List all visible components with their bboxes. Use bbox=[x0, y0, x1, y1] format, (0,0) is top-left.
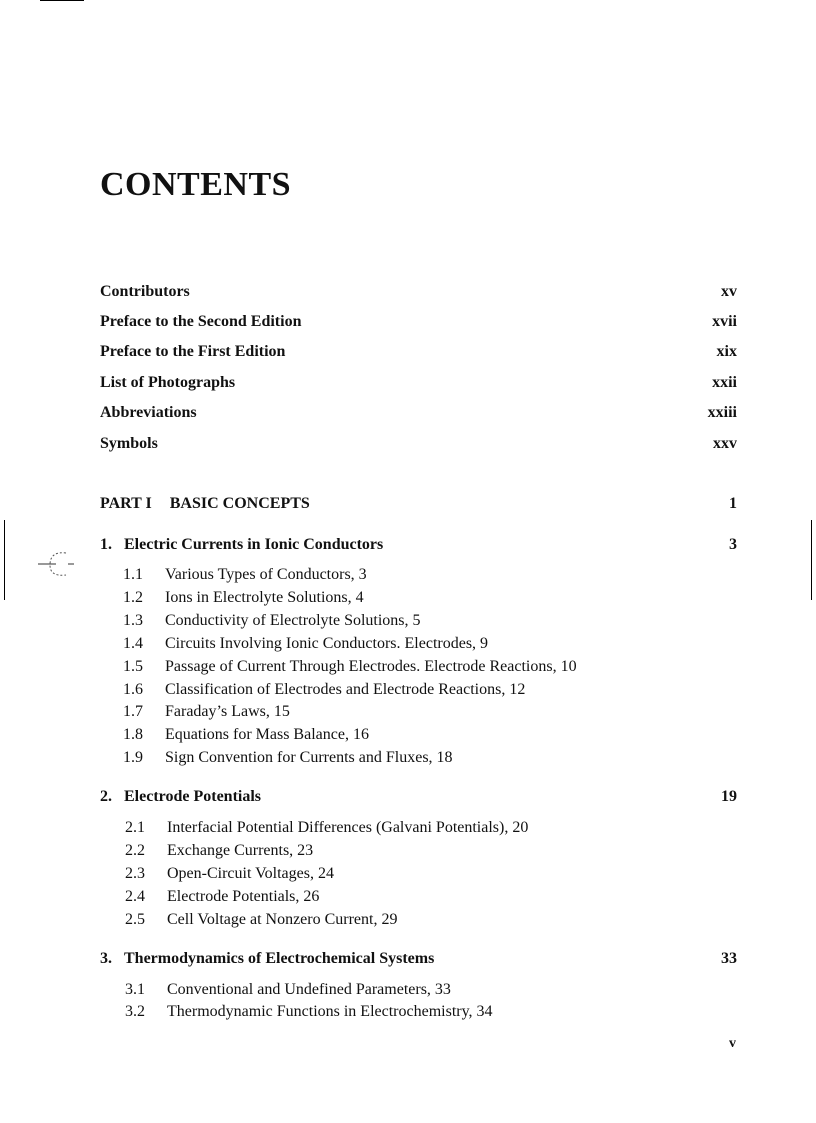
part-page: 1 bbox=[729, 495, 737, 512]
chapter-title: Thermodynamics of Electrochemical Systems bbox=[124, 950, 435, 967]
section-title: Electrode Potentials, 26 bbox=[167, 888, 320, 905]
toc-entry[interactable] bbox=[100, 435, 737, 457]
section-number: 1.7 bbox=[123, 703, 143, 720]
chapter-number: 3. bbox=[100, 950, 112, 967]
chapter-title: Electrode Potentials bbox=[124, 788, 262, 805]
section-entry[interactable] bbox=[125, 888, 319, 910]
toc-entry-page: xvii bbox=[712, 313, 737, 330]
section-title: Exchange Currents, 23 bbox=[167, 842, 314, 859]
toc-entry-page: xxiii bbox=[707, 404, 737, 421]
section-number: 1.9 bbox=[123, 749, 143, 766]
section-number: 1.5 bbox=[123, 658, 143, 675]
toc-entry[interactable] bbox=[100, 343, 737, 365]
section-number: 3.2 bbox=[125, 1003, 145, 1020]
section-number: 2.2 bbox=[125, 842, 145, 859]
section-number: 1.1 bbox=[123, 566, 143, 583]
section-number: 3.1 bbox=[125, 981, 145, 998]
toc-entry-label: Preface to the First Edition bbox=[100, 343, 286, 360]
margin-rule-right bbox=[811, 520, 812, 600]
section-title: Classification of Electrodes and Electrode Reactions, 12 bbox=[165, 681, 526, 698]
toc-entry[interactable] bbox=[100, 404, 737, 426]
section-number: 2.5 bbox=[125, 911, 145, 928]
toc-entry-label: Contributors bbox=[100, 283, 190, 300]
section-entry[interactable] bbox=[125, 981, 451, 1003]
page-folio: v bbox=[729, 1036, 736, 1051]
section-title: Sign Convention for Currents and Fluxes, 18 bbox=[165, 749, 453, 766]
toc-entry-page: xxii bbox=[712, 374, 737, 391]
section-number: 2.4 bbox=[125, 888, 145, 905]
chapter-number: 1. bbox=[100, 536, 112, 553]
section-title: Cell Voltage at Nonzero Current, 29 bbox=[167, 911, 398, 928]
section-number: 1.2 bbox=[123, 589, 143, 606]
toc-entry[interactable] bbox=[100, 374, 737, 396]
section-title: Various Types of Conductors, 3 bbox=[165, 566, 367, 583]
chapter-heading[interactable] bbox=[100, 536, 737, 558]
chapter-title: Electric Currents in Ionic Conductors bbox=[124, 536, 384, 553]
top-rule bbox=[40, 0, 84, 1]
section-entry[interactable] bbox=[123, 635, 488, 657]
section-entry[interactable] bbox=[125, 819, 528, 841]
section-entry[interactable] bbox=[125, 865, 334, 887]
section-title: Interfacial Potential Differences (Galvani Potentials), 20 bbox=[167, 819, 529, 836]
section-title: Circuits Involving Ionic Conductors. Electrodes, 9 bbox=[165, 635, 489, 652]
chapter-page: 19 bbox=[721, 788, 737, 805]
toc-entry-label: Abbreviations bbox=[100, 404, 197, 421]
section-title: Thermodynamic Functions in Electrochemistry, 34 bbox=[167, 1003, 493, 1020]
section-number: 2.3 bbox=[125, 865, 145, 882]
section-title: Conventional and Undefined Parameters, 33 bbox=[167, 981, 451, 998]
toc-entry-label: Preface to the Second Edition bbox=[100, 313, 302, 330]
section-entry[interactable] bbox=[123, 726, 369, 748]
chapter-heading[interactable] bbox=[100, 950, 737, 972]
chapter-heading[interactable] bbox=[100, 788, 737, 810]
part-label: PART I bbox=[100, 495, 152, 512]
chapter-page: 33 bbox=[721, 950, 737, 967]
toc-entry-label: List of Photographs bbox=[100, 374, 236, 391]
registration-mark-icon bbox=[28, 545, 78, 585]
section-entry[interactable] bbox=[123, 612, 421, 634]
section-number: 1.3 bbox=[123, 612, 143, 629]
section-title: Equations for Mass Balance, 16 bbox=[165, 726, 369, 743]
section-entry[interactable] bbox=[123, 658, 577, 680]
section-entry[interactable] bbox=[123, 681, 525, 703]
toc-entry-page: xix bbox=[716, 343, 737, 360]
toc-entry[interactable] bbox=[100, 283, 737, 305]
toc-entry-page: xv bbox=[721, 283, 737, 300]
section-entry[interactable] bbox=[123, 589, 364, 611]
section-entry[interactable] bbox=[123, 566, 367, 588]
page-title: CONTENTS bbox=[100, 166, 292, 203]
section-number: 1.6 bbox=[123, 681, 143, 698]
margin-rule-left bbox=[4, 520, 5, 600]
part-heading[interactable] bbox=[100, 495, 737, 517]
section-number: 2.1 bbox=[125, 819, 145, 836]
section-title: Faraday’s Laws, 15 bbox=[165, 703, 290, 720]
section-entry[interactable] bbox=[125, 1003, 493, 1025]
chapter-number: 2. bbox=[100, 788, 112, 805]
chapter-page: 3 bbox=[729, 536, 737, 553]
part-title: BASIC CONCEPTS bbox=[169, 495, 310, 512]
section-number: 1.4 bbox=[123, 635, 143, 652]
toc-entry[interactable] bbox=[100, 313, 737, 335]
toc-entry-label: Symbols bbox=[100, 435, 158, 452]
section-title: Passage of Current Through Electrodes. Electrode Reactions, 10 bbox=[165, 658, 577, 675]
section-title: Open-Circuit Voltages, 24 bbox=[167, 865, 334, 882]
section-entry[interactable] bbox=[123, 703, 290, 725]
section-entry[interactable] bbox=[125, 911, 397, 933]
toc-entry-page: xxv bbox=[713, 435, 737, 452]
section-number: 1.8 bbox=[123, 726, 143, 743]
section-entry[interactable] bbox=[123, 749, 453, 771]
section-title: Ions in Electrolyte Solutions, 4 bbox=[165, 589, 364, 606]
section-entry[interactable] bbox=[125, 842, 313, 864]
section-title: Conductivity of Electrolyte Solutions, 5 bbox=[165, 612, 421, 629]
